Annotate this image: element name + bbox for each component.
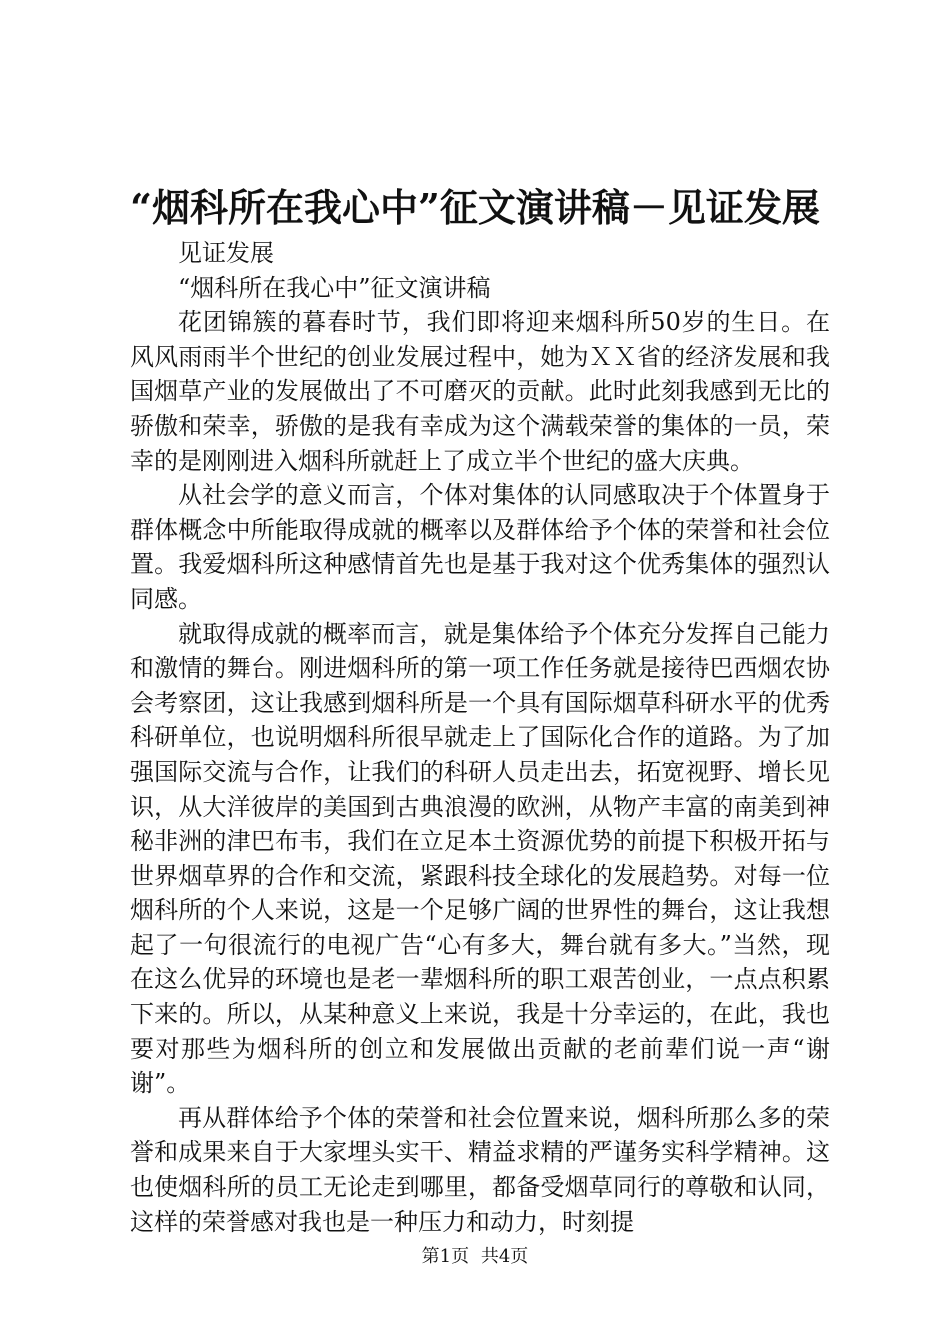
body-paragraph: 再从群体给予个体的荣誉和社会位置来说，烟科所那么多的荣誉和成果来自于大家埋头实干、精益求精的严谨务实科学精神。这也使烟科所的员工无论走到哪里，都备受烟草同行的尊敬和认同，这样的荣誉感对我也是一种压力和动力，时刻提 <box>130 1103 830 1236</box>
page-footer <box>0 1244 950 1270</box>
body-paragraph: 花团锦簇的暮春时节，我们即将迎来烟科所50岁的生日。在风风雨雨半个世纪的创业发展过程中，她为ＸＸ省的经济发展和我国烟草产业的发展做出了不可磨灭的贡献。此时此刻我感到无比的骄傲和荣幸，骄傲的是我有幸成为这个满载荣誉的集体的一员，荣幸的是刚刚进入烟科所就赶上了成立半个世纪的盛大庆典。 <box>130 308 830 475</box>
body-paragraph: 从社会学的意义而言，个体对集体的认同感取决于个体置身于群体概念中所能取得成就的概率以及群体给予个体的荣誉和社会位置。我爱烟科所这种感情首先也是基于我对这个优秀集体的强烈认同感。 <box>130 481 830 613</box>
subtitle-line: “烟科所在我心中”征文演讲稿 <box>178 273 491 302</box>
document-body <box>130 236 830 1239</box>
page-total: 共4页 <box>480 1246 529 1267</box>
page-number: 第1页 <box>421 1246 470 1267</box>
subtitle-line: 见证发展 <box>178 239 274 267</box>
document-title: “烟科所在我心中”征文演讲稿－见证发展 <box>130 185 820 230</box>
body-paragraph: 就取得成就的概率而言，就是集体给予个体充分发挥自己能力和激情的舞台。刚进烟科所的第一项工作任务就是接待巴西烟农协会考察团，这让我感到烟科所是一个具有国际烟草科研水平的优秀科研单位，也说明烟科所很早就走上了国际化合作的道路。为了加强国际交流与合作，让我们的科研人员走出去，拓宽视野、增长见识，从大洋彼岸的美国到古典浪漫的欧洲，从物产丰富的南美到神秘非洲的津巴布韦，我们在立足本土资源优势的前提下积极开拓与世界烟草界的合作和交流，紧跟科技全球化的发展趋势。对每一位烟科所的个人来说，这是一个足够广阔的世界性的舞台，这让我想起了一句很流行的电视广告“心有多大，舞台就有多大。”当然，现在这么优异的环境也是老一辈烟科所的职工艰苦创业，一点点积累下来的。所以，从某种意义上来说，我是十分幸运的，在此，我也要对那些为烟科所的创立和发展做出贡献的老前辈们说一声“谢谢”。 <box>130 619 830 1098</box>
